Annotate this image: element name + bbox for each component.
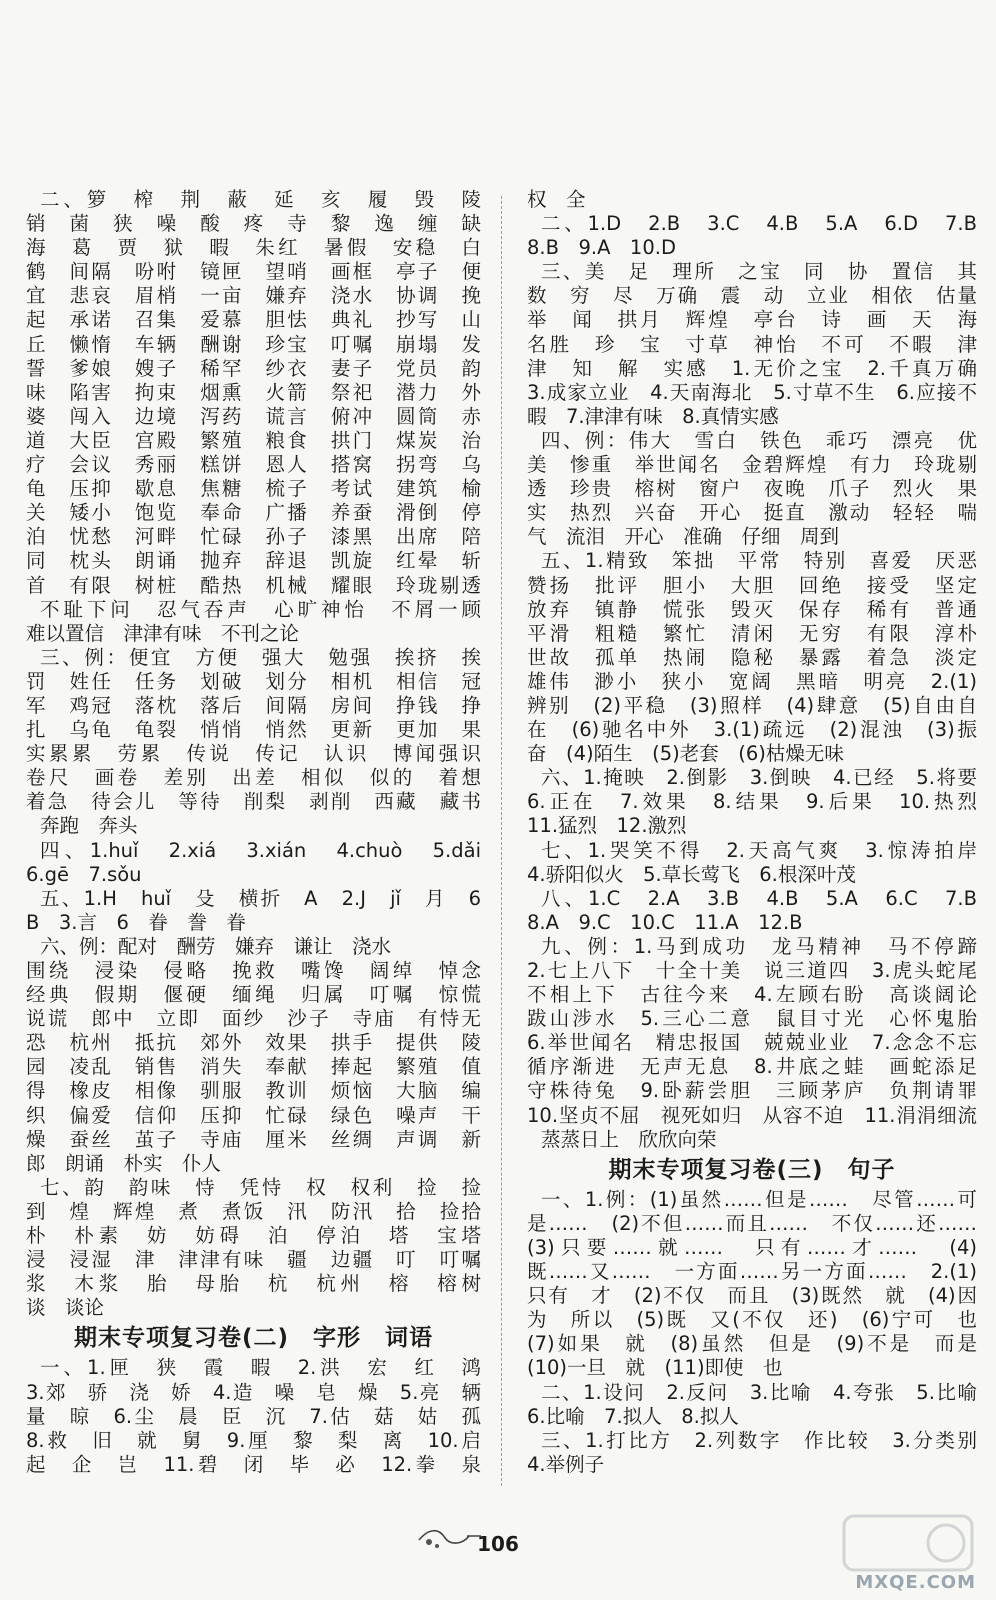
text-line: 世故 孤单 热闹 隐秘 暴露 着急 淡定 [527, 645, 977, 669]
text-line: 同 枕头 朗诵 抛弃 辞退 凯旋 红晕 斩 [26, 549, 481, 573]
text-line: 气 流泪 开心 准确 仔细 周到 [527, 525, 840, 549]
text-line: 难以置信 津津有味 不刊之论 [26, 621, 300, 645]
text-line: 浸 浸湿 津 津津有味 疆 边疆 叮 叮嘱 [26, 1248, 481, 1272]
text-line: 泊 忧愁 河畔 忙碌 孙子 漆黑 出席 陪 [26, 525, 481, 549]
text-line: 为 所以 (5)既 又(不仅 还) (6)宁可 也 [527, 1308, 977, 1332]
left-column [26, 188, 481, 1477]
text-line: 鹤 间隔 吩咐 镜匣 望哨 画框 亭子 便 [26, 260, 481, 284]
text-line: 六、例：配对 酬劳 嫌弃 谦让 浇水 [40, 934, 392, 958]
text-line: 循序渐进 无声无息 8.井底之蛙 画蛇添足 [527, 1055, 977, 1079]
text-line: 奔跑 奔头 [40, 814, 138, 838]
watermark-text: MXQE.COM [855, 1572, 976, 1593]
text-line: 卷尺 画卷 差别 出差 相似 似的 着想 [26, 766, 481, 790]
text-line: 丘 懒惰 车辆 酬谢 珍宝 叮嘱 崩塌 发 [26, 332, 481, 356]
text-line: 权 全 [527, 188, 586, 211]
text-line: 扎 乌龟 龟裂 悄悄 悄然 更新 更加 果 [26, 718, 481, 742]
text-line: (7)如果 就 (8)虽然 但是 (9)不是 而是 [527, 1332, 977, 1356]
text-line: (3)只要……就…… 只有……才…… (4) [527, 1235, 977, 1259]
text-line: 燥 蚕丝 茧子 寺庙 厘米 丝绸 声调 新 [26, 1127, 481, 1151]
text-line: 10.坚贞不屈 视死如归 从容不迫 11.涓涓细流 [527, 1103, 977, 1127]
text-line: 园 凌乱 销售 消失 奉献 捧起 繁殖 值 [26, 1055, 481, 1079]
text-line: 三、美 足 理所 之宝 同 协 置信 其 [541, 260, 977, 284]
text-line: 三、1.打比方 2.列数字 作比较 3.分类别 [541, 1428, 977, 1452]
text-line: 暇 7.津津有味 8.真情实感 [527, 404, 779, 428]
text-line: 首 有限 树桩 酷热 机械 耀眼 玲珑剔透 [26, 573, 481, 597]
text-line: 起 企 岂 11.碧 闭 毕 必 12.拳 泉 [26, 1452, 481, 1476]
text-line: 实 热烈 兴奋 开心 挺直 激动 轻轻 喘 [527, 501, 977, 525]
text-line: 郎 朗诵 朴实 仆人 [26, 1151, 222, 1175]
text-line: 是…… (2)不但……而且…… 不仅……还…… [527, 1211, 977, 1235]
text-line: 辨别 (2)平稳 (3)照样 (4)肆意 (5)自由自 [527, 693, 977, 717]
text-line: 既……又…… 一方面……另一方面…… 2.(1) [527, 1260, 977, 1284]
text-line: 守株待兔 9.卧薪尝胆 三顾茅庐 负荆请罪 [527, 1079, 977, 1103]
text-line: 实累累 劳累 传说 传记 认识 博闻强识 [26, 742, 481, 766]
text-line: 围绕 浸染 侵略 挽救 嘴馋 阔绰 悼念 [26, 959, 481, 982]
text-line: 海 葛 贾 狱 暇 朱红 暑假 安稳 白 [26, 236, 481, 260]
right-column [527, 188, 977, 1477]
text-line: 八、1.C 2.A 3.B 4.B 5.A 6.C 7.B [541, 886, 977, 910]
text-line: 放弃 镇静 慌张 毁灭 保存 稀有 普通 [527, 597, 977, 621]
text-line: 说谎 郎中 立即 面纱 沙子 寺庙 有恃无 [26, 1007, 481, 1031]
text-line: 一、1.匣 狭 霞 暇 2.洪 宏 红 鸿 [40, 1356, 481, 1380]
text-line: 恐 杭州 抵抗 郊外 效果 拱手 提供 陵 [26, 1031, 481, 1055]
text-line: 6.正在 7.效果 8.结果 9.后果 10.热烈 [527, 790, 977, 814]
text-line: 美 惨重 举世闻名 金碧辉煌 有力 玲珑剔 [527, 453, 977, 477]
text-line: 只有 才 (2)不仅 而且 (3)既然 就 (4)因 [527, 1284, 977, 1308]
text-line: 蒸蒸日上 欣欣向荣 [541, 1127, 717, 1151]
text-line: 军 鸡冠 落枕 落后 间隔 房间 挣钱 挣 [26, 693, 481, 717]
text-line: 织 偏爱 信仰 压抑 忙碌 绿色 噪声 干 [26, 1103, 481, 1127]
text-line: 6.举世闻名 精忠报国 兢兢业业 7.念念不忘 [527, 1031, 977, 1055]
text-line: 道 大臣 宫殿 繁殖 粮食 拱门 煤炭 治 [26, 428, 481, 452]
text-line: 4.举例子 [527, 1452, 605, 1476]
text-line: 浆 木浆 胎 母胎 杭 杭州 榕 榕树 [26, 1272, 481, 1296]
text-line: 经典 假期 偃硬 缅绳 归属 叮嘱 惊慌 [26, 983, 481, 1007]
text-line: 奋 (4)陌生 (5)老套 (6)枯燥无味 [527, 742, 844, 766]
text-line: 8.B 9.A 10.D [527, 236, 676, 260]
text-line: 3.郊 骄 浇 娇 4.造 噪 皂 燥 5.亮 辆 [26, 1380, 481, 1404]
text-line: 6.比喻 7.拟人 8.拟人 [527, 1404, 739, 1428]
text-line: 二、1.设问 2.反问 3.比喻 4.夸张 5.比喻 [541, 1380, 977, 1404]
text-line: 3.成家立业 4.天南海北 5.寸草不生 6.应接不 [527, 380, 977, 404]
text-line: 11.猛烈 12.激烈 [527, 814, 687, 838]
text-line: 赞扬 批评 胆小 大胆 回绝 接受 坚定 [527, 573, 977, 597]
text-line: 得 橡皮 相像 驯服 教训 烦恼 大脑 编 [26, 1079, 481, 1103]
text-line: (10)一旦 就 (11)即使 也 [527, 1356, 783, 1380]
text-line: 2.七上八下 十全十美 说三道四 3.虎头蛇尾 [527, 959, 977, 982]
text-line: 谈 谈论 [26, 1296, 105, 1320]
text-line: 味 陷害 拘束 烟熏 火箭 祭祀 潜力 外 [26, 380, 481, 404]
text-line: 销 菌 狭 噪 酸 疼 寺 黎 逸 缠 缺 [26, 212, 481, 236]
text-line: 宜 悲哀 眉梢 一亩 嫌弃 浇水 协调 挽 [26, 284, 481, 308]
text-line: 6.gē 7.sǒu [26, 862, 142, 886]
text-line: 数 穷 尽 万确 震 动 立业 相依 估量 [527, 284, 977, 308]
text-line: 4.骄阳似火 5.草长莺飞 6.根深叶茂 [527, 862, 856, 886]
text-line: 疗 会议 秀丽 糕饼 恩人 搭窝 拐弯 乌 [26, 453, 481, 477]
section-title: 期末专项复习卷(三) 句子 [608, 1156, 896, 1183]
text-line: 平滑 粗糙 繁忙 清闲 无穷 有限 淳朴 [527, 621, 977, 645]
text-line: 五、1.精致 笨拙 平常 特别 喜爱 厌恶 [541, 549, 977, 573]
text-line: 五、1.H huǐ 殳 横折 A 2.J jǐ 月 6 [40, 886, 481, 910]
text-line: 举 闻 拱月 辉煌 亭台 诗 画 天 海 [527, 308, 977, 332]
text-line: 着急 待会儿 等待 削梨 剥削 西藏 藏书 [26, 790, 481, 814]
text-line: 四、1.huǐ 2.xiá 3.xián 4.chuò 5.dǎi [40, 838, 481, 862]
text-line: 婆 闯入 边境 泻药 谎言 俯冲 圆筒 赤 [26, 404, 481, 428]
text-line: 不相上下 古往今来 4.左顾右盼 高谈阔论 [527, 983, 977, 1007]
text-line: 起 承诺 召集 爱慕 胆怯 典礼 抄写 山 [26, 308, 481, 332]
text-line: 三、例：便宜 方便 强大 勉强 挨挤 挨 [40, 645, 481, 669]
text-line: 龟 压抑 歇息 焦糖 梳子 考试 建筑 榆 [26, 477, 481, 501]
column-divider [501, 196, 502, 1486]
text-line: 关 矮小 饱览 奉命 广播 养蚕 滑倒 停 [26, 501, 481, 525]
text-line: 透 珍贵 榕树 窗户 夜晚 爪子 烈火 果 [527, 477, 977, 501]
text-line: B 3.言 6 眷 誊 眷 [26, 910, 246, 934]
text-line: 誓 爹娘 嫂子 稀罕 纱衣 妻子 党员 韵 [26, 356, 481, 380]
text-line: 8.救 旧 就 舅 9.厘 黎 梨 离 10.启 [26, 1428, 481, 1452]
text-line: 到 煌 辉煌 煮 煮饭 汛 防汛 拾 捡拾 [26, 1199, 481, 1223]
text-line: 一、1.例：(1)虽然……但是…… 尽管……可 [541, 1187, 977, 1211]
text-line: 四、例：伟大 雪白 铁色 乖巧 漂亮 优 [541, 428, 977, 452]
section-title: 期末专项复习卷(二) 字形 词语 [73, 1325, 434, 1352]
page-number: 106 [477, 1532, 519, 1556]
text-line: 不耻下问 忍气吞声 心旷神怡 不屑一顾 [40, 597, 481, 621]
text-line: 七、1.哭笑不得 2.天高气爽 3.惊涛拍岸 [541, 838, 977, 862]
text-line: 在 (6)驰名中外 3.(1)疏远 (2)混浊 (3)振 [527, 718, 977, 742]
text-line: 跋山涉水 5.三心二意 鼠目寸光 心怀鬼胎 [527, 1007, 977, 1031]
text-line: 津 知 解 实感 1.无价之宝 2.千真万确 [527, 356, 977, 380]
text-line: 名胜 珍 宝 寸草 神怡 不可 不暇 津 [527, 332, 977, 356]
text-line: 二、1.D 2.B 3.C 4.B 5.A 6.D 7.B [541, 212, 977, 236]
text-line: 六、1.掩映 2.倒影 3.倒映 4.已经 5.将要 [541, 766, 977, 790]
text-line: 罚 姓任 任务 划破 划分 相机 相信 冠 [26, 669, 481, 693]
text-line: 8.A 9.C 10.C 11.A 12.B [527, 910, 803, 934]
text-line: 量 晾 6.尘 晨 臣 沉 7.估 菇 姑 孤 [26, 1404, 481, 1428]
text-line: 朴 朴素 妨 妨碍 泊 停泊 塔 宝塔 [26, 1224, 481, 1248]
text-line: 雄伟 渺小 狭小 宽阔 黑暗 明亮 2.(1) [527, 669, 977, 693]
text-line: 九、例：1.马到成功 龙马精神 马不停蹄 [541, 934, 977, 958]
text-line: 七、韵 韵味 恃 凭恃 权 权利 捡 捡 [40, 1175, 481, 1199]
text-line: 二、箩 榨 荆 蔽 延 亥 履 毁 陵 [40, 188, 481, 211]
